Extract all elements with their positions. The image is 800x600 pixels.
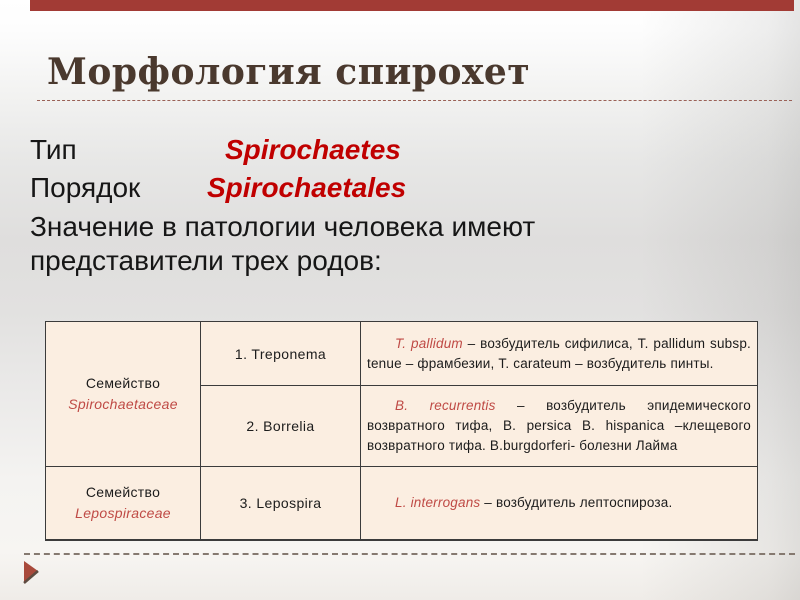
table-row (46, 322, 758, 386)
intro-paragraph: Значение в патологии человека имеют представители трех родов: (30, 211, 536, 276)
table-row (46, 467, 758, 540)
lepospira-description-cell (361, 467, 758, 540)
description-text: – возбудитель эпидемического возвратного тифа, В. persica В. hispanica –клещевого возвратного тифа. В.burgdorferi- болезни Лайма (367, 398, 752, 453)
type-value: Spirochaetes (225, 134, 401, 165)
genus-lepospira-cell (201, 467, 361, 540)
borrelia-description-cell (361, 386, 758, 467)
genus-treponema-cell (201, 322, 361, 386)
family-name: Spirochaetaceae (68, 396, 178, 412)
family-spirochaetaceae-cell (46, 322, 201, 467)
slide-title: Морфология спирохет (47, 51, 531, 93)
order-label: Порядок (30, 172, 141, 203)
family-label: Семейство (85, 483, 161, 500)
genus-label: 1. Treponema (234, 345, 327, 362)
species-name: L. interrogans (395, 494, 481, 510)
title-divider-dashed-line (37, 100, 792, 101)
description-text: – возбудитель лептоспироза. (480, 494, 673, 510)
species-name: Т. pallidum (395, 335, 463, 351)
family-name: Lepospiraceae (75, 504, 171, 521)
family-label: Семейство (85, 375, 161, 391)
genus-label: 2. Borrelia (246, 418, 315, 434)
treponema-description-cell (361, 322, 758, 386)
next-slide-arrow-icon (23, 560, 43, 585)
spirochete-genera-table (45, 321, 758, 541)
genus-borrelia-cell (201, 386, 361, 467)
species-name: В. recurrentis (395, 398, 496, 413)
footer-divider-dashed-line (24, 553, 795, 555)
genus-label: 3. Lepospira (239, 494, 322, 511)
order-value: Spirochaetales (207, 172, 407, 203)
top-accent-bar (30, 0, 794, 11)
description-text: – возбудитель сифилиса, Т. pallidum subsp. tenue – фрамбезии, Т. carateum – возбудитель пинты. (367, 335, 751, 371)
family-lepospiraceae-cell (46, 467, 201, 540)
type-label: Тип (30, 134, 77, 165)
